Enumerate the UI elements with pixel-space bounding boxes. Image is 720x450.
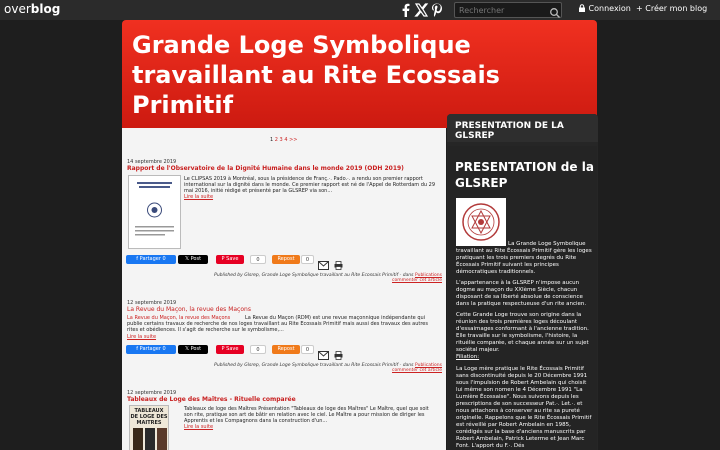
x-post-button[interactable]: 𝕏 Post xyxy=(178,345,208,354)
article xyxy=(127,390,441,450)
x-post-label: Post xyxy=(190,256,202,262)
glsrep-seal-icon xyxy=(456,198,506,246)
pinterest-count: 0 xyxy=(250,255,266,264)
sidebar-filiation-heading: Filiation: xyxy=(456,354,480,360)
sidebar-paragraph-1: La Grande Loge Symbolique travaillant au Rite Écossais Primitif gère les loges pratiquant les trois premiers degrés du Rite Écossais Primitif suivant les principes démocratiques traditionnels. xyxy=(456,241,592,275)
broken-image-alt[interactable]: La Revue du Maçon, la revue des Maçons xyxy=(127,315,231,321)
logo-over: over xyxy=(4,2,31,16)
plus-icon: + xyxy=(636,4,643,13)
search-icon[interactable] xyxy=(549,4,561,16)
sidebar-header-title: PRESENTATION DE LA GLSREP xyxy=(455,121,564,141)
report-cover-icon xyxy=(129,176,180,248)
read-more-link[interactable]: Lire la suite xyxy=(127,334,157,340)
article xyxy=(127,300,441,350)
search-input[interactable] xyxy=(454,2,562,18)
site-title[interactable]: Grande Loge Symbolique travaillant au Rite Ecossais Primitif xyxy=(132,31,500,119)
repost-button[interactable]: Repost xyxy=(272,345,300,354)
pinterest-icon[interactable] xyxy=(429,2,445,18)
overblog-logo[interactable] xyxy=(4,2,60,16)
blog-header xyxy=(122,20,597,128)
logo-blog: blog xyxy=(30,2,61,16)
article-date: 12 septembre 2019 xyxy=(127,300,177,306)
pinterest-save-label: Save xyxy=(226,256,239,262)
article-byline xyxy=(197,273,442,283)
byline-text: Published by Glsrep, Grande Loge Symbolique travaillant au Rite Ecossais Primitif - dans xyxy=(214,363,414,368)
facebook-share-label: Partager xyxy=(139,256,161,262)
facebook-icon[interactable] xyxy=(398,2,414,18)
sidebar-paragraph-4: La Loge mère pratique le Rite Écossais Primitif sans discontinuité depuis le 20 Décembre 1991 sous l'impulsion de Robert Ambelain qui choisit lui même son nomen le 4 Décembre 1991 "La Lumière Écossaise". Nous suivons depuis les prescriptions de son successeur Pat.·. Let.·. et nous attachons à conserver au rite sa pureté originelle. Rappelons que le Rite Écossais Primitif est réveillé par Robert Ambelain en 1985, corédigés sur la base d'anciens manuscrits par Robert Ambelain, Patrick Leterme et Jean Marc Font. L'apport du F.·. Dés xyxy=(456,366,592,449)
article-byline xyxy=(197,363,442,373)
article-excerpt-top: La Revue du Maçon (RDM) est une revue maçonnique indépendante qui xyxy=(245,315,426,321)
read-more-link[interactable]: Lire la suite xyxy=(184,194,214,200)
repost-button[interactable]: Repost xyxy=(272,255,300,264)
article-title[interactable]: La Revue du Maçon, la revue des Maçons xyxy=(127,306,251,313)
print-icon[interactable] xyxy=(334,345,343,354)
read-more-link[interactable]: Lire la suite xyxy=(184,424,214,430)
lodge-boards-icon xyxy=(131,426,169,450)
article-thumbnail[interactable] xyxy=(129,405,169,450)
main-content xyxy=(122,128,446,450)
repost-count: 0 xyxy=(301,345,314,354)
article-thumbnail[interactable] xyxy=(128,175,181,249)
facebook-share-button[interactable]: f Partager 0 xyxy=(126,345,176,354)
byline-text: Published by Glsrep, Grande Loge Symbolique travaillant au Rite Ecossais Primitif - dans xyxy=(214,273,414,278)
pinterest-count: 0 xyxy=(250,345,266,354)
email-icon[interactable] xyxy=(318,345,329,354)
article-date: 12 septembre 2019 xyxy=(127,390,177,396)
lock-icon xyxy=(578,4,586,12)
comment-link[interactable]: commenter cet article xyxy=(392,368,442,373)
pinterest-save-button[interactable]: P Save xyxy=(216,345,244,354)
article-title[interactable]: Tableaux de Loge des Maîtres - Rituelle comparée xyxy=(127,396,296,403)
article-excerpt: Le CLIPSAS 2019 à Montréal, sous la présidence de Franç.·. Pado.·. a rendu son premier rapport international sur la dignité dans le monde. Ce premier rapport est né de l'Appel de Rotterdam du 29 mai 2016, initié rédigé et présenté par la GLSREP via son... xyxy=(184,176,436,194)
facebook-share-count: 0 xyxy=(162,346,166,352)
facebook-share-count: 0 xyxy=(162,256,166,262)
x-icon[interactable] xyxy=(413,2,429,18)
print-icon[interactable] xyxy=(334,255,343,264)
article-excerpt: publie certains travaux de recherche de nos loges travaillant au Rite Ecossais Primitif mais aussi des travaux des autres rites et obédiences. Il s'agit de recherche sur le symbolisme,... xyxy=(127,321,428,333)
email-icon[interactable] xyxy=(318,255,329,264)
sidebar-header xyxy=(447,114,598,142)
create-blog-label: Créer mon blog xyxy=(645,4,708,13)
sidebar-widget xyxy=(448,146,597,450)
article-title[interactable]: Rapport de l'Observatoire de la Dignité Humaine dans le monde 2019 (ODH 2019) xyxy=(127,165,404,172)
x-post-button[interactable]: 𝕏 Post xyxy=(178,255,208,264)
x-post-label: Post xyxy=(190,346,202,352)
category-link[interactable]: Publications xyxy=(414,363,442,368)
pagination[interactable] xyxy=(270,137,297,143)
glsrep-logo xyxy=(456,198,506,246)
thumbnail-title: TABLEAUX DE LOGE DES MAITRES xyxy=(130,408,168,426)
top-bar xyxy=(0,0,720,20)
comment-link[interactable]: commenter cet article xyxy=(392,278,442,283)
facebook-share-button[interactable]: f Partager 0 xyxy=(126,255,176,264)
create-blog-link[interactable] xyxy=(636,4,707,13)
login-label: Connexion xyxy=(588,4,631,13)
pinterest-save-label: Save xyxy=(226,346,239,352)
login-link[interactable] xyxy=(578,4,631,13)
share-bar xyxy=(126,345,356,355)
facebook-share-label: Partager xyxy=(139,346,161,352)
article-excerpt: Tableaux de loge des Maîtres Présentation "Tableaux de loge des Maîtres" Le Maître, quel que soit son rite, pratique son art de bâtir en relation avec le ciel. Le Maître a pour mission de diriger les Apprentis et les Compagnons dans la construction d'un... xyxy=(184,406,429,424)
pagination-current: 1 xyxy=(270,137,274,143)
share-bar xyxy=(126,255,356,265)
sidebar-paragraph-3: Cette Grande Loge trouve son origine dans la réunion des trois premières loges découlant d'essaimages conformant à l'ancienne tradition. Elle travaille sur le symbolisme, l'histoire, la rituélie comparée, et chaque année sur un sujet sociétal majeur. xyxy=(456,312,589,353)
sidebar-title: PRESENTATION de la GLSREP xyxy=(455,160,594,190)
repost-count: 0 xyxy=(301,255,314,264)
sidebar-paragraph-2: L'appartenance à la GLSREP n'impose aucun dogme au maçon du XXIème Siècle, chacun disposant de sa liberté absolue de conscience dans la pratique respectueuse d'un rite ancien. xyxy=(456,280,587,307)
pinterest-save-button[interactable]: P Save xyxy=(216,255,244,264)
pagination-links[interactable]: 2 3 4 >> xyxy=(274,137,298,143)
article-date: 14 septembre 2019 xyxy=(127,159,177,165)
category-link[interactable]: Publications xyxy=(414,273,442,278)
